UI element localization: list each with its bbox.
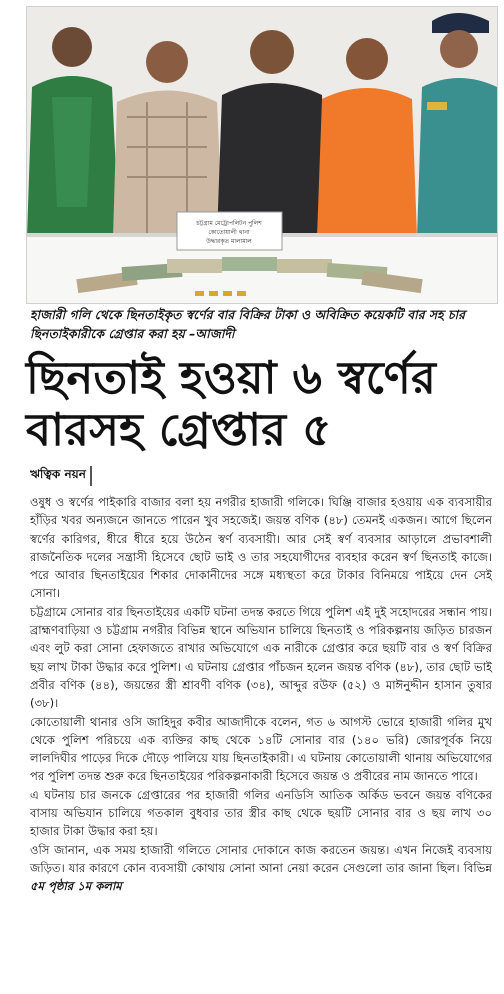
paragraph-last bbox=[30, 841, 492, 896]
byline: ঋত্বিক নয়ন bbox=[30, 466, 92, 486]
sign-line-1: চট্টগ্রাম মেট্রোপলিটন পুলিশ bbox=[196, 220, 262, 227]
paragraph: ওষুধ ও স্বর্ণের পাইকারি বাজার বলা হয় নগরীর হাজারী গলিকে। ঘিঞ্জি বাজার হওয়ায় এক ব্যবসায়ীর হাঁড়ির খবর অন্যজনে জানতে পারেন খুব সহজেই। জয়ন্ত বণিক (৪৮) তেমনই একজন। আগে ছিলেন স্বর্ণের কারিগর, ধীরে ধীরে হয়ে উঠেন স্বর্ণ ব্যবসায়ী। আর সেই স্বর্ণ ব্যবসার আড়ালে প্রভাবশালী রাজনৈতিক দলের সন্ত্রাসী হিসেবে ছোট ভাই ও তার সহযোগীদের ব্যবহার করেন স্বর্ণ ছিনতাই কাজে। পরে আবার ছিনতাইয়ের শিকার দোকানীদের সঙ্গে মধ্যস্থতা করে টাকার বিনিময়ে পাইয়ে দেন সেই সোনা। bbox=[30, 495, 492, 601]
arrested-suspects-photo bbox=[27, 7, 497, 303]
paragraph: এ ঘটনায় চার জনকে গ্রেপ্তারের পর হাজারী গলির এনডিসি আতিক অর্কিড ভবনে জয়ন্ত বণিকের বাসায় অভিযান চালিয়ে গতকাল বুধবার তার স্ত্রীর কাছ থেকে ছয়টি সোনার বার ও ছয় লাখ ৩০ হাজার টাকা উদ্ধার করা হয়। bbox=[30, 787, 492, 839]
photo-caption: হাজারী গলি থেকে ছিনতাইকৃত স্বর্ণের বার বিক্রির টাকা ও অবিক্রিত কয়েকটি বার সহ চার ছিনতাইকারীকে গ্রেপ্তার করা হয় –আজাদী bbox=[30, 307, 465, 341]
article-body bbox=[30, 493, 492, 896]
sign-line-3: উদ্ধারকৃত মালামাল bbox=[206, 238, 252, 245]
headline-line-1: ছিনতাই হওয়া ৬ স্বর্ণের bbox=[26, 351, 437, 404]
continued-on-page: ৫ম পৃষ্ঠার ১ম কলাম bbox=[30, 879, 122, 894]
headline bbox=[26, 352, 496, 456]
paragraph-last-text: ওসি জানান, এক সময় হাজারী গলিতে সোনার দোকানে কাজ করতেন জয়ন্ত। এখন নিজেই ব্যবসায় জড়িত। যার কারণে কোন ব্যবসায়ী কোথায় সোনা আনা নেয়া করেন সেগুলো তার জানা ছিল। বিভিন্ন bbox=[30, 842, 492, 875]
news-photo bbox=[26, 6, 498, 304]
sign-line-2: কোতোয়ালী থানা bbox=[208, 229, 250, 236]
headline-line-2: বারসহ গ্রেপ্তার ৫ bbox=[26, 403, 332, 456]
paragraph: কোতোয়ালী থানার ওসি জাহিদুর কবীর আজাদীকে বলেন, গত ৬ আগস্ট ভোরে হাজারী গলির মুখ থেকে পুলিশ পরিচয়ে এক ব্যক্তির কাছ থেকে ১৪টি সোনার বার (১৪০ ভরি) জোরপূর্বক নিয়ে লালদিঘীর পাড়ের দিকে দৌড়ে পালিয়ে যায় ছিনতাইকারী। এ ঘটনায় কোতোয়ালী থানায় অভিযোগের পর পুলিশ তদন্ত শুরু করে ছিনতাইয়ের পরিকল্পনাকারী হিসেবে জয়ন্ত ও প্রবীরের নাম জানতে পারে। bbox=[30, 714, 492, 784]
paragraph: চট্টগ্রামে সোনার বার ছিনতাইয়ের একটি ঘটনা তদন্ত করতে গিয়ে পুলিশ এই দুই সহোদরের সন্ধান পায়। ব্রাহ্মণবাড়িয়া ও চট্টগ্রাম নগরীর বিভিন্ন স্থানে অভিযান চালিয়ে ছিনতাই ও পরিকল্পনায় জড়িত চারজন এবং লুট করা সোনা হেফাজতে রাখার অভিযোগে এক নারীকে গ্রেপ্তার করে ছয়টি বার ও স্বর্ণ বিক্রির ছয় লাখ টাকা উদ্ধার করে পুলিশ। এ ঘটনায় গ্রেপ্তার পাঁচজন হলেন জয়ন্ত বণিক (৪৮), তার ছোট ভাই প্রবীর বণিক (৪৪), জয়ন্তের স্ত্রী শ্রাবণী বণিক (৩৪), আব্দুর রউফ (৫২) ও মাঈনুদ্দীন হাসান তুষার (৩৮)। bbox=[30, 604, 492, 711]
